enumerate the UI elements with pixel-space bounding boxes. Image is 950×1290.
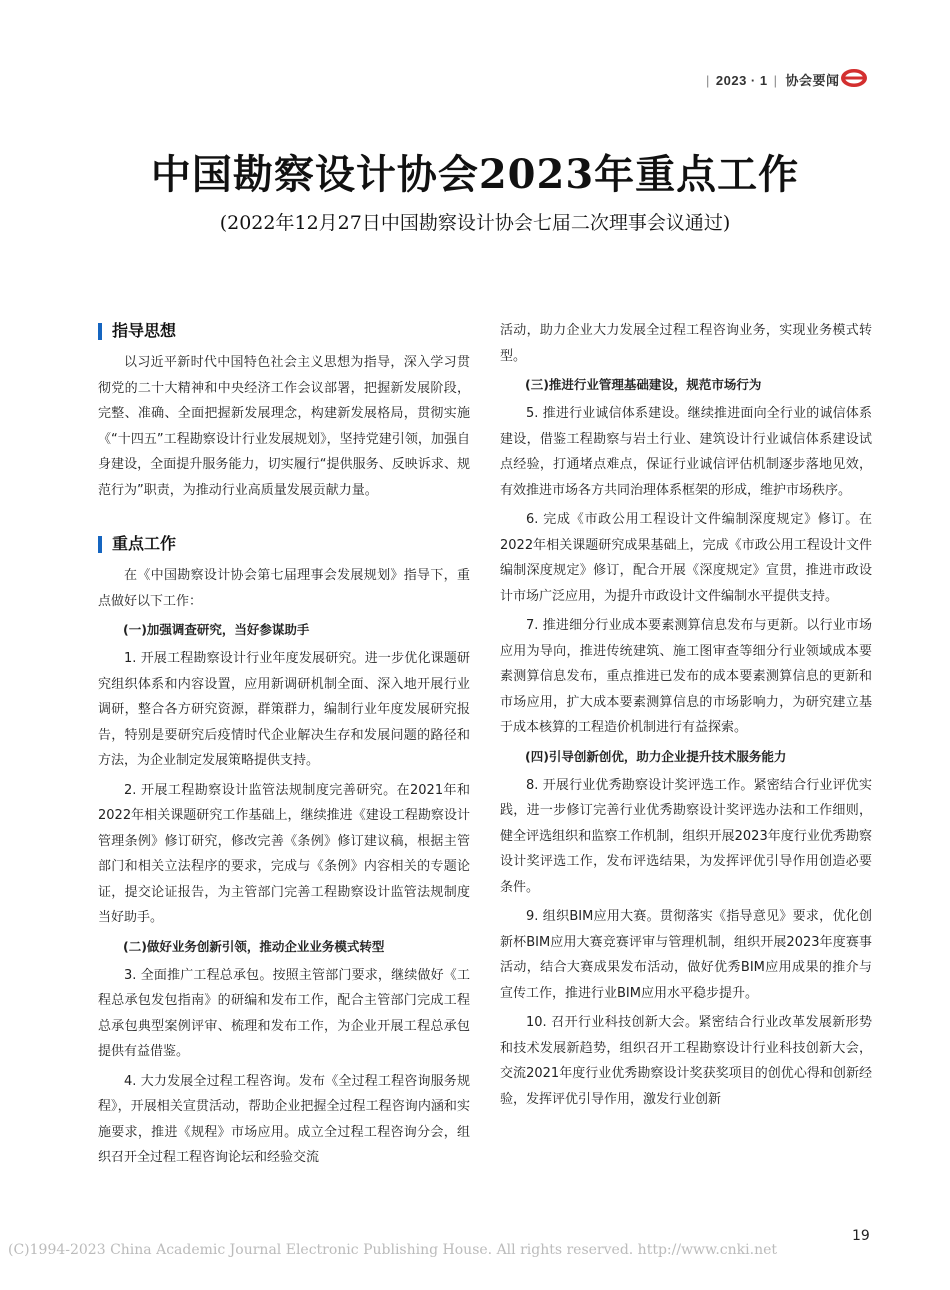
issue-label: 2023 · 1 — [715, 73, 768, 88]
paragraph: 6. 完成《市政公用工程设计文件编制深度规定》修订。在2022年相关课题研究成果基础上，完成《市政公用工程设计文件编制深度规定》修订，配合开展《深度规定》宣贯，推进市政设计市场广泛应用，为提升市政设计文件编制水平提供支持。 — [500, 512, 872, 604]
paragraph: 3. 全面推广工程总承包。按照主管部门要求，继续做好《工程总承包发包指南》的研编和发布工作，配合主管部门完成工程总承包典型案例评审、梳理和发布工作，为企业开展工程总承包提供有益借鉴。 — [98, 967, 470, 1059]
paragraph: 以习近平新时代中国特色社会主义思想为指导，深入学习贯彻党的二十大精神和中央经济工作会议部署，把握新发展阶段，完整、准确、全面把握新发展理念，构建新发展格局，贯彻实施《“十四五”工程勘察设计行业发展规划》，坚持党建引领，加强自身建设，全面提升服务能力，切实履行“提供服务、反映诉求、规范行为”职责，为推动行业高质量发展贡献力量。 — [98, 355, 470, 498]
page-subtitle: (2022年12月27日中国勘察设计协会七届二次理事会议通过) — [219, 212, 731, 234]
running-header: | 2023 · 1 | 协会要闻 — [706, 73, 840, 88]
paragraph: 4. 大力发展全过程工程咨询。发布《全过程工程咨询服务规程》，开展相关宣贯活动，帮助企业把握全过程工程咨询内涵和实施要求，推进《规程》市场应用。成立全过程工程咨询分会，组织召开全过程工程咨询论坛和经验交流 — [98, 1073, 470, 1165]
paragraph: 8. 开展行业优秀勘察设计奖评选工作。紧密结合行业评优实践，进一步修订完善行业优秀勘察设计奖评选办法和工作细则，健全评选组织和监察工作机制，组织开展2023年度行业优秀勘察设计奖评选工作，发布评选结果，为发挥评优引导作用创造必要条件。 — [500, 777, 872, 895]
paragraph: 10. 召开行业科技创新大会。紧密结合行业改革发展新形势和技术发展新趋势，组织召开工程勘察设计行业科技创新大会，交流2021年度行业优秀勘察设计奖获奖项目的创优心得和创新经验，发挥评优引导作用，激发行业创新 — [500, 1015, 872, 1107]
paragraph: 7. 推进细分行业成本要素测算信息发布与更新。以行业市场应用为导向，推进传统建筑、施工图审查等细分行业领域成本要素测算信息发布，重点推进已发布的成本要素测算信息的更新和市场应用，扩大成本要素测算信息的市场影响力，为研究建立基于成本核算的工程造价机制进行有益探索。 — [500, 618, 872, 735]
paragraph: 在《中国勘察设计协会第七届理事会发展规划》指导下，重点做好以下工作： — [98, 568, 470, 609]
section-label: 协会要闻 — [785, 73, 840, 88]
association-logo — [840, 68, 868, 88]
page-title: 中国勘察设计协会2023年重点工作 — [150, 151, 800, 198]
section-heading-guiding: 指导思想 — [98, 318, 470, 344]
subsection-heading: (二)做好业务创新引领，推动企业业务模式转型 — [123, 938, 385, 954]
paragraph: 5. 推进行业诚信体系建设。继续推进面向全行业的诚信体系建设，借鉴工程勘察与岩土行业、建筑设计行业诚信体系建设试点经验，打通堵点难点，保证行业诚信评估机制逐步落地见效，有效推进市场各方共同治理体系框架的形成，维护市场秩序。 — [500, 406, 872, 498]
paragraph: 9. 组织BIM应用大赛。贯彻落实《指导意见》要求，优化创新杯BIM应用大赛竞赛评审与管理机制，组织开展2023年度赛事活动，结合大赛成果发布活动，做好优秀BIM应用成果的推介与宣传工作，推进行业BIM应用水平稳步提升。 — [500, 909, 872, 1001]
paragraph: 活动，助力企业大力发展全过程工程咨询业务，实现业务模式转型。 — [500, 323, 872, 364]
subsection-heading: (三)推进行业管理基础建设，规范市场行为 — [525, 377, 762, 392]
subsection-heading: (一)加强调查研究，当好参谋助手 — [123, 622, 310, 637]
subsection-heading: (四)引导创新创优，助力企业提升技术服务能力 — [525, 748, 787, 764]
copyright-footer: (C)1994-2023 China Academic Journal Electronic Publishing House. All rights reserved. http://www.cnki.net — [8, 1242, 778, 1258]
right-column — [500, 318, 872, 1116]
section-heading-key-work: 重点工作 — [98, 531, 470, 557]
paragraph: 2. 开展工程勘察设计监管法规制度完善研究。在2021年和2022年相关课题研究工作基础上，继续推进《建设工程勘察设计管理条例》修订研究，修改完善《条例》修订建议稿，根据主管部门和相关立法程序的要求，完成与《条例》内容相关的专题论证，提交论证报告，为主管部门完善工程勘察设计监管法规制度当好助手。 — [98, 782, 470, 925]
paragraph: 1. 开展工程勘察设计行业年度发展研究。进一步优化课题研究组织体系和内容设置，应用新调研机制全面、深入地开展行业调研，整合各方研究资源，群策群力，编制行业年度发展研究报告，特别是要研究后疫情时代企业解决生存和发展问题的路径和方法，为企业制定发展策略提供支持。 — [98, 651, 470, 768]
left-column — [98, 318, 470, 1175]
page-number: 19 — [852, 1228, 870, 1244]
